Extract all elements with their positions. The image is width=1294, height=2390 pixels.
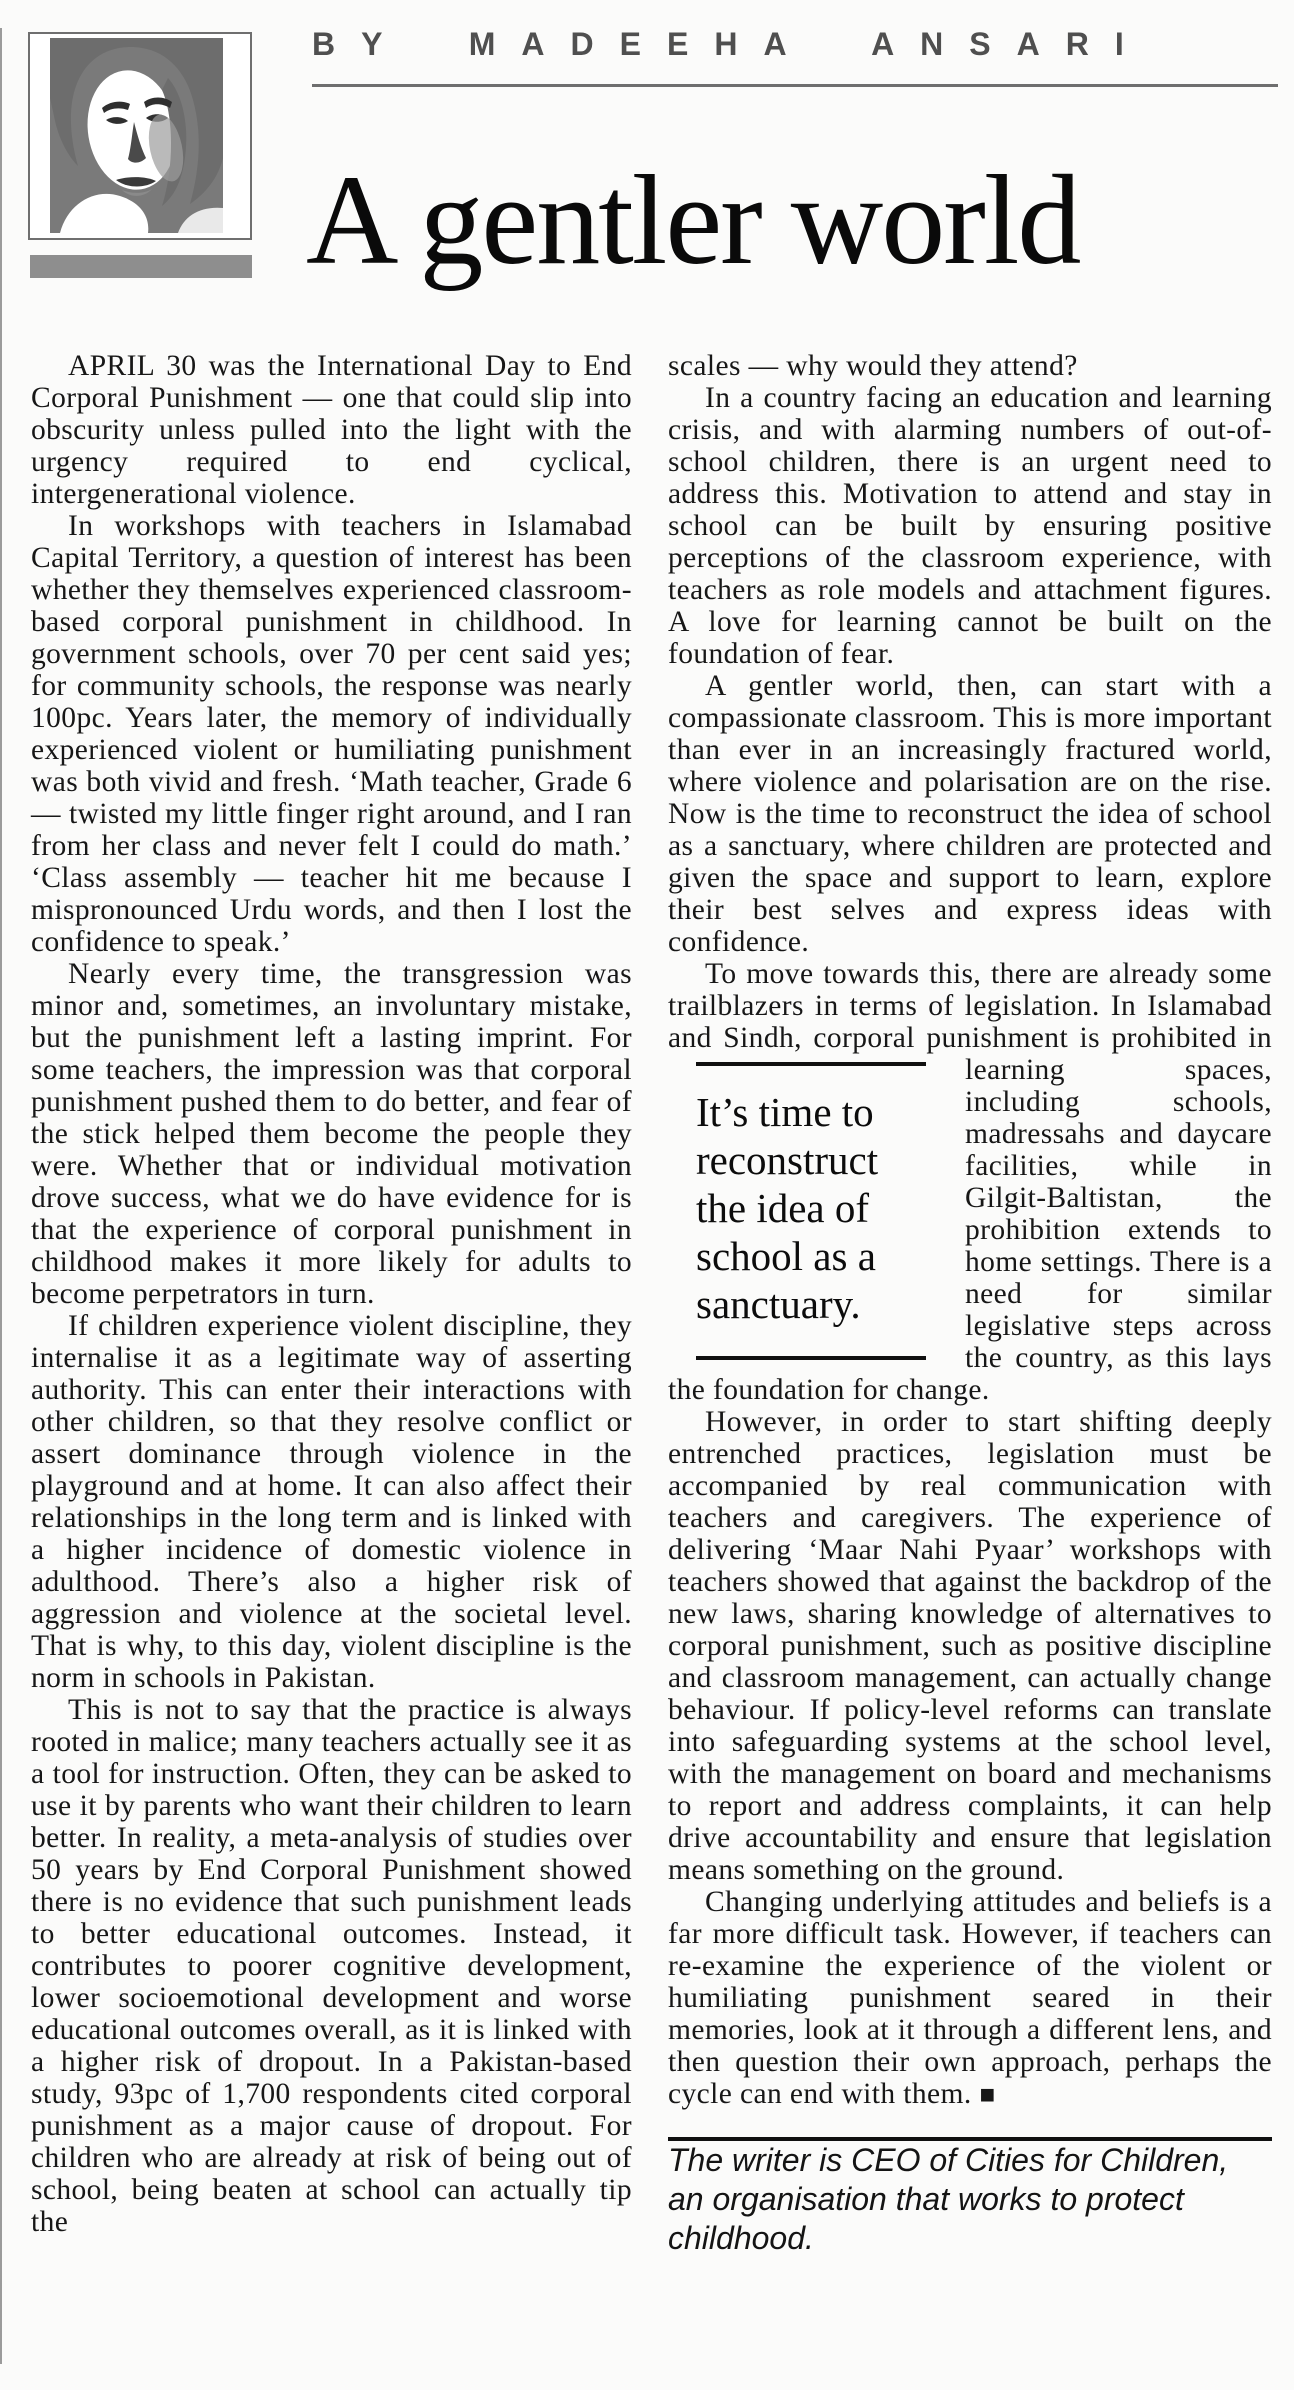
article-column-right <box>668 350 1272 2258</box>
paragraph-text: including schools, madressahs and daycare facilities, while in Gilgit-Baltistan, the prohibition extends to home settings. There is a need for similar legislative steps across the country, as this lays the foundation for change. <box>668 1086 1272 1406</box>
paragraph: APRIL 30 was the International Day to End Corporal Punishment — one that could slip into obscurity unless pulled into the light with the urgency required to end cyclical, intergenerational violence. <box>31 350 632 510</box>
end-square-mark: ■ <box>979 2080 996 2109</box>
paragraph-text: Changing underlying attitudes and beliefs is a far more difficult task. However, if teachers can re-examine the experience of the violent or humiliating punishment seared in their memories, look at it through a different lens, and then question their own approach, perhaps the cycle can end with them. <box>668 1886 1272 2110</box>
paragraph: scales — why would they attend? <box>668 350 1078 382</box>
byline-rule <box>312 84 1278 87</box>
paragraph: This is not to say that the practice is always rooted in malice; many teachers actually see it as a tool for instruction. Often, they can be asked to use it by parents who want their children to learn better. In reality, a meta-analysis of studies over 50 years by End Corporal Punishment showed there is no evidence that such punishment leads to better educational outcomes. Instead, it contributes to poorer cognitive development, lower socioemotional development and worse educational outcomes overall, as it is linked with a higher risk of dropout. In a Pakistan-based study, 93pc of 1,700 respondents cited corporal punishment as a major cause of dropout. For children who are already at risk of being out of school, being beaten at school can actually tip the <box>31 1694 632 2238</box>
page-edge-rule <box>0 28 2 2364</box>
article-column-left <box>31 350 632 2238</box>
author-photo <box>28 32 252 240</box>
author-portrait-image <box>50 38 223 233</box>
paragraph: A gentler world, then, can start with a compassionate classroom. This is more important than ever in an increasingly fractured world, where violence and polarisation are on the rise. Now is the time to reconstruct the idea of school as a sanctuary, where children are protected and given the space and support to learn, explore their best selves and express ideas with confidence. <box>668 670 1272 958</box>
paragraph <box>668 958 1272 1406</box>
pull-quote <box>668 1062 965 1360</box>
writer-bio: The writer is CEO of Cities for Children, an organisation that works to protect childhood. <box>668 2142 1229 2256</box>
pull-quote-text: It’s time to reconstruct the idea of school as a sanctuary. <box>696 1062 926 1360</box>
paragraph: In a country facing an education and learning crisis, and with alarming numbers of out-of-school children, there is an urgent need to address this. Motivation to attend and stay in school can be built by ensuring positive perceptions of the classroom experience, with teachers as role models and attachment figures. A love for learning cannot be built on the foundation of fear. <box>668 382 1272 670</box>
paragraph-text: To move towards this, there are already some trailblazers in terms of legislation. In Islamabad and Sindh, corporal punishment is prohibited in learning spaces, <box>668 958 1272 1086</box>
photo-caption-bar <box>30 255 252 278</box>
paragraph: In workshops with teachers in Islamabad Capital Territory, a question of interest has been whether they themselves experienced classroom-based corporal punishment in childhood. In government schools, over 70 per cent said yes; for community schools, the response was nearly 100pc. Years later, the memory of individually experienced violent or humiliating punishment was both vivid and fresh. ‘Math teacher, Grade 6 — twisted my little finger right around, and I ran from her class and never felt I could do math.’ ‘Class assembly — teacher hit me because I mispronounced Urdu words, and then I lost the confidence to speak.’ <box>31 510 632 958</box>
byline: BY MADEEHA ANSARI <box>312 26 1150 62</box>
article-title: A gentler world <box>306 149 1080 291</box>
paragraph: Nearly every time, the transgression was minor and, sometimes, an involuntary mistake, but the punishment left a lasting imprint. For some teachers, the impression was that corporal punishment pushed them to do better, and fear of the stick helped them become the people they were. Whether that or individual motivation drove success, what we do have evidence for is that the experience of corporal punishment in childhood makes it more likely for adults to become perpetrators in turn. <box>31 958 632 1310</box>
paragraph <box>668 1886 1272 2111</box>
paragraph: However, in order to start shifting deeply entrenched practices, legislation must be accompanied by real communication with teachers and caregivers. The experience of delivering ‘Maar Nahi Pyaar’ workshops with teachers showed that against the backdrop of the new laws, sharing knowledge of alternatives to corporal punishment, such as positive discipline and classroom management, can actually change behaviour. If policy-level reforms can translate into safeguarding systems at the school level, with the management on board and mechanisms to report and address complaints, it can help drive accountability and ensure that legislation means something on the ground. <box>668 1406 1272 1886</box>
paragraph: If children experience violent discipline, they internalise it as a legitimate way of asserting authority. This can enter their interactions with other children, so that they resolve conflict or assert dominance through violence in the playground and at home. It can also affect their relationships in the long term and is linked with a higher incidence of domestic violence in adulthood. There’s also a higher risk of aggression and violence at the societal level. That is why, to this day, violent discipline is the norm in schools in Pakistan. <box>31 1310 632 1694</box>
